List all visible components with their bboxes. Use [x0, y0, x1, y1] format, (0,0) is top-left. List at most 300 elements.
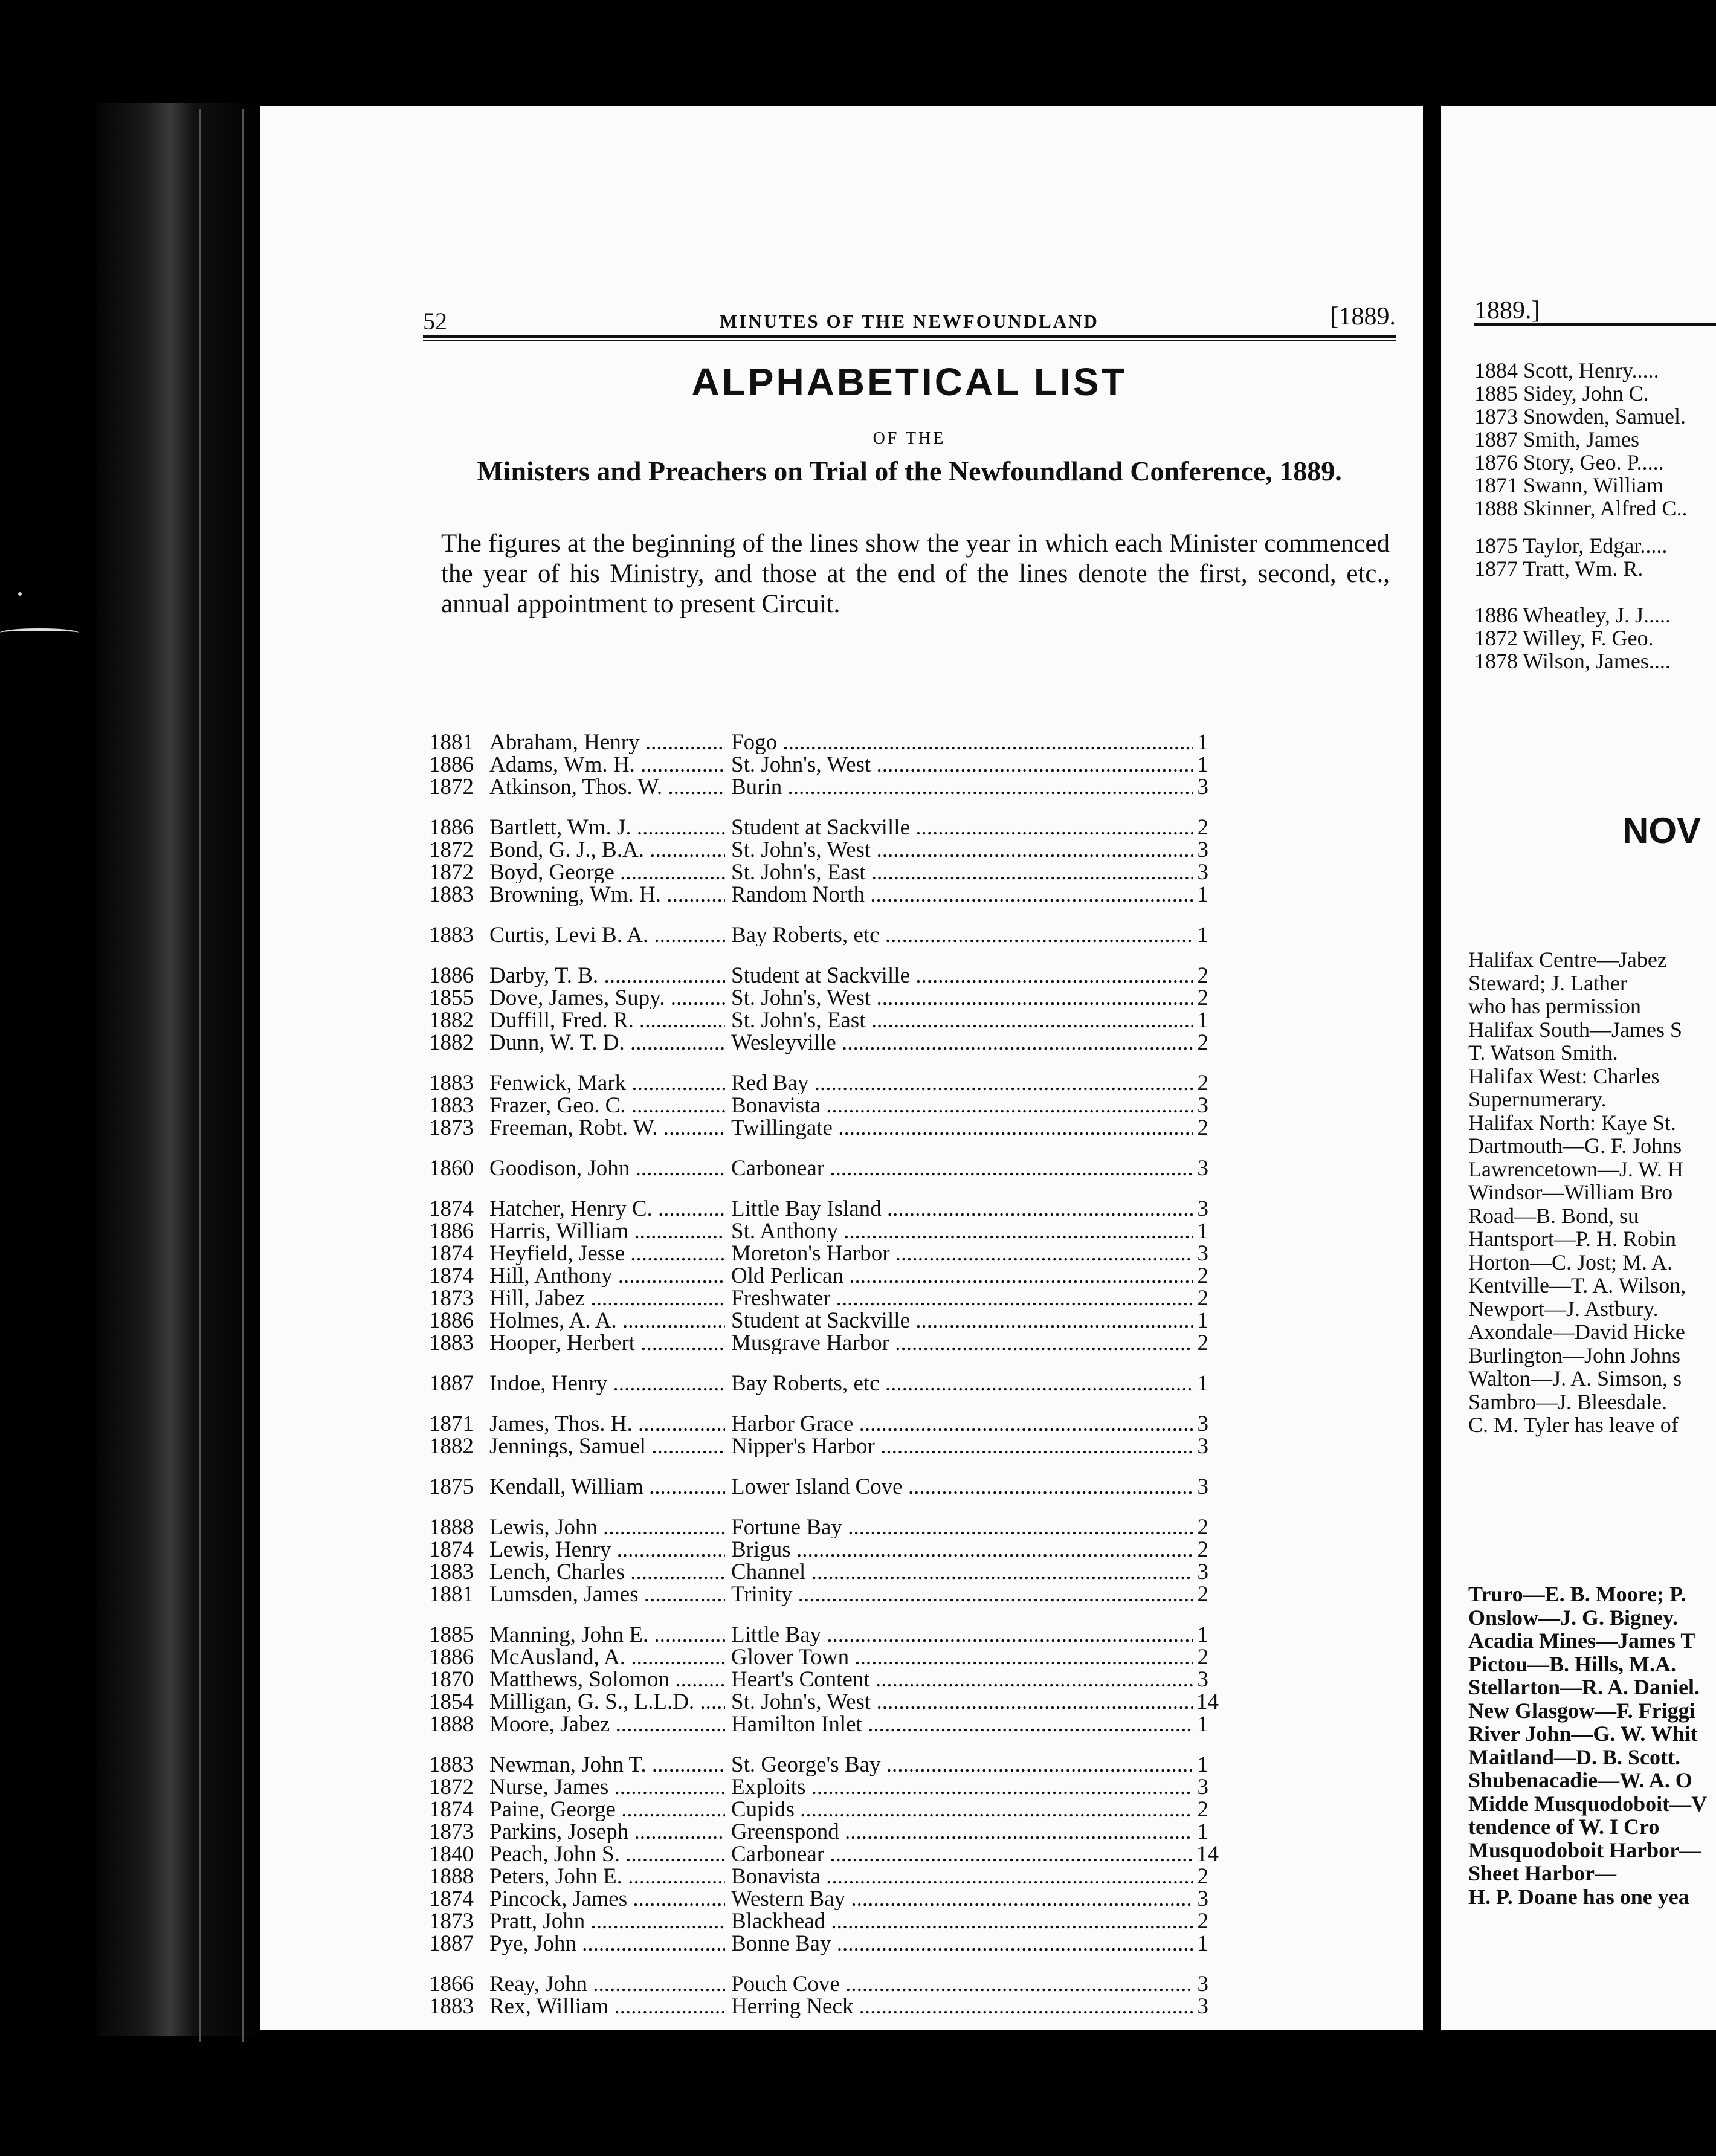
appointment-number: 2: [1197, 1515, 1208, 1540]
list-item: [429, 1888, 1402, 1910]
list-group: [429, 1476, 1402, 1498]
entry-year: 1886: [429, 752, 474, 777]
list-item: [429, 1561, 1402, 1583]
appointment-number: 3: [1197, 860, 1208, 885]
right-text-line: New Glasgow—F. Friggi: [1468, 1698, 1695, 1723]
entry-year: 1873: [429, 1286, 474, 1311]
minister-name: Adams, Wm. H. .....: [489, 754, 725, 776]
minister-name: Milligan, G. S., L.L.D. .....: [489, 1691, 725, 1713]
circuit-name: Brigus .....: [731, 1538, 1193, 1561]
list-item: [429, 1157, 1402, 1180]
list-item: [429, 1798, 1402, 1821]
entry-year: 1866: [429, 1972, 474, 1996]
appointment-number: 2: [1197, 1645, 1208, 1670]
list-item: [429, 1821, 1402, 1843]
appointment-number: 2: [1197, 963, 1208, 988]
entry-year: 1886: [429, 815, 474, 840]
page-edge-line: [199, 109, 201, 2042]
entry-year: 1855: [429, 986, 474, 1010]
appointment-number: 2: [1197, 1286, 1208, 1311]
minister-name: Lumsden, James .....: [489, 1583, 725, 1606]
right-text-line: Truro—E. B. Moore; P.: [1468, 1582, 1686, 1606]
entry-year: 1882: [429, 1030, 474, 1055]
right-list-item: 1885 Sidey, John C.: [1474, 381, 1649, 405]
list-item: [429, 883, 1402, 906]
minister-name: Fenwick, Mark .....: [489, 1072, 725, 1094]
minister-name: Browning, Wm. H. .....: [489, 883, 725, 906]
list-item: [429, 1117, 1402, 1139]
minister-name: Duffill, Fred. R. .....: [489, 1009, 725, 1031]
entry-year: 1874: [429, 1537, 474, 1562]
minister-name: Indoe, Henry .....: [489, 1372, 725, 1395]
right-list-item: 1876 Story, Geo. P.....: [1474, 450, 1664, 474]
minister-name: Lench, Charles .....: [489, 1561, 725, 1583]
list-item: [429, 1372, 1402, 1395]
list-item: [429, 1776, 1402, 1798]
circuit-name: Fortune Bay .....: [731, 1516, 1193, 1538]
entry-year: 1883: [429, 882, 474, 907]
right-text-line: Halifax North: Kaye St.: [1468, 1110, 1676, 1135]
entry-year: 1883: [429, 1071, 474, 1096]
right-text-line: Horton—C. Jost; M. A.: [1468, 1250, 1673, 1274]
circuit-name: Hamilton Inlet .....: [731, 1713, 1193, 1735]
appointment-number: 1: [1197, 1622, 1208, 1647]
right-text-line: Road—B. Bond, su: [1468, 1203, 1639, 1228]
circuit-name: Carbonear .....: [731, 1843, 1193, 1865]
list-item: [429, 1009, 1402, 1031]
list-group: [429, 1516, 1402, 1606]
list-item: [429, 731, 1402, 754]
entry-year: 1886: [429, 1308, 474, 1333]
appointment-number: 1: [1197, 1219, 1208, 1244]
list-group: [429, 1624, 1402, 1735]
appointment-number: 3: [1197, 1667, 1208, 1692]
appointment-number: 2: [1197, 1537, 1208, 1562]
right-text-line: T. Watson Smith.: [1468, 1041, 1618, 1065]
minister-name: Dove, James, Supy. .....: [489, 987, 725, 1009]
left-page: [260, 106, 1423, 2030]
circuit-name: Greenspond .....: [731, 1821, 1193, 1843]
entry-year: 1886: [429, 963, 474, 988]
circuit-name: Student at Sackville .....: [731, 964, 1193, 987]
list-item: [429, 861, 1402, 883]
entry-year: 1873: [429, 1819, 474, 1844]
list-item: [429, 839, 1402, 861]
circuit-name: St. Anthony .....: [731, 1220, 1193, 1242]
book-spine: [97, 103, 260, 2036]
appointment-number: 3: [1197, 1994, 1208, 2019]
circuit-name: Lower Island Cove .....: [731, 1476, 1193, 1498]
right-list-item: 1872 Willey, F. Geo.: [1474, 626, 1654, 650]
list-group: [429, 1372, 1402, 1395]
circuit-name: Bonavista .....: [731, 1865, 1193, 1888]
appointment-number: 1: [1197, 1931, 1208, 1956]
list-group: [429, 731, 1402, 798]
entry-year: 1874: [429, 1264, 474, 1288]
minister-name: Darby, T. B. .....: [489, 964, 725, 987]
right-list-item: 1888 Skinner, Alfred C..: [1474, 496, 1688, 520]
section-heading: Ministers and Preachers on Trial of the Newfoundland Conference, 1889.: [477, 456, 1342, 486]
list-item: [429, 1435, 1402, 1457]
running-title: MINUTES OF THE NEWFOUNDLAND: [720, 311, 1099, 332]
circuit-name: Carbonear .....: [731, 1157, 1193, 1180]
entry-year: 1840: [429, 1842, 474, 1867]
entry-year: 1886: [429, 1645, 474, 1670]
circuit-name: Random North .....: [731, 883, 1193, 906]
list-item: [429, 1538, 1402, 1561]
intro-paragraph: The figures at the beginning of the lines show the year in which each Minister commenced the year of his Ministry, and those at the end of the lines denote the first, second, etc., annual appointment to present Circuit.: [441, 529, 1390, 618]
circuit-name: Trinity .....: [731, 1583, 1193, 1606]
entry-year: 1871: [429, 1412, 474, 1436]
list-item: [429, 964, 1402, 987]
list-item: [429, 776, 1402, 798]
right-running-year: 1889.]: [1474, 297, 1540, 324]
entry-year: 1872: [429, 775, 474, 799]
list-item: [429, 1583, 1402, 1606]
appointment-number: 3: [1197, 1560, 1208, 1584]
list-item: [429, 1220, 1402, 1242]
minister-name: Holmes, A. A. .....: [489, 1309, 725, 1332]
circuit-name: Little Bay .....: [731, 1624, 1193, 1646]
circuit-name: Western Bay .....: [731, 1888, 1193, 1910]
minister-name: Dunn, W. T. D. .....: [489, 1031, 725, 1054]
list-item: [429, 1031, 1402, 1054]
appointment-number: 1: [1197, 1752, 1208, 1777]
list-item: [429, 987, 1402, 1009]
list-group: [429, 1754, 1402, 1955]
list-item: [429, 1309, 1402, 1332]
entry-year: 1860: [429, 1156, 474, 1181]
minister-name: Parkins, Joseph .....: [489, 1821, 725, 1843]
list-item: [429, 1198, 1402, 1220]
entry-year: 1883: [429, 1331, 474, 1355]
appointment-number: 3: [1197, 1241, 1208, 1266]
appointment-number: 1: [1197, 1819, 1208, 1844]
right-text-line: Kentville—T. A. Wilson,: [1468, 1273, 1686, 1297]
appointment-number: 2: [1197, 986, 1208, 1010]
minister-name: Reay, John .....: [489, 1973, 725, 1995]
minister-name: Nurse, James .....: [489, 1776, 725, 1798]
right-text-line: Maitland—D. B. Scott.: [1468, 1744, 1680, 1769]
circuit-name: Fogo .....: [731, 731, 1193, 754]
appointment-number: 3: [1197, 1434, 1208, 1459]
circuit-name: Blackhead .....: [731, 1910, 1193, 1932]
entry-year: 1873: [429, 1115, 474, 1140]
circuit-name: Bay Roberts, etc .....: [731, 924, 1193, 946]
minister-name: Manning, John E. .....: [489, 1624, 725, 1646]
list-item: [429, 1932, 1402, 1955]
circuit-name: Burin .....: [731, 776, 1193, 798]
minister-name: Boyd, George .....: [489, 861, 725, 883]
entry-year: 1874: [429, 1196, 474, 1221]
list-item: [429, 1072, 1402, 1094]
list-item: [429, 1332, 1402, 1354]
entry-year: 1887: [429, 1371, 474, 1396]
minister-name: Kendall, William .....: [489, 1476, 725, 1498]
list-item: [429, 1413, 1402, 1435]
minister-name: Pratt, John .....: [489, 1910, 725, 1932]
appointment-number: 2: [1197, 1582, 1208, 1607]
circuit-name: St. George's Bay .....: [731, 1754, 1193, 1776]
entry-year: 1888: [429, 1515, 474, 1540]
appointment-number: 2: [1197, 1071, 1208, 1096]
appointment-number: 1: [1197, 752, 1208, 777]
page-subtitle: OF THE: [873, 429, 946, 448]
circuit-name: Little Bay Island .....: [731, 1198, 1193, 1220]
appointment-number: 2: [1197, 1909, 1208, 1934]
page-number: 52: [423, 308, 447, 335]
right-text-line: Sambro—J. Bleesdale.: [1468, 1389, 1667, 1414]
circuit-name: Bonavista .....: [731, 1094, 1193, 1117]
edge-glare: [0, 628, 79, 637]
minister-name: Jennings, Samuel .....: [489, 1435, 725, 1457]
minister-name: McAusland, A. .....: [489, 1646, 725, 1668]
appointment-number: 3: [1197, 1196, 1208, 1221]
circuit-name: Musgrave Harbor .....: [731, 1332, 1193, 1354]
circuit-name: Twillingate .....: [731, 1117, 1193, 1139]
right-list-item: 1871 Swann, William: [1474, 473, 1663, 497]
minister-name: Lewis, John .....: [489, 1516, 725, 1538]
list-item: [429, 1691, 1402, 1713]
entry-year: 1870: [429, 1667, 474, 1692]
right-text-line: Hantsport—P. H. Robin: [1468, 1227, 1677, 1251]
list-group: [429, 1198, 1402, 1354]
minister-name: Matthews, Solomon .....: [489, 1668, 725, 1691]
minister-name: Curtis, Levi B. A. .....: [489, 924, 725, 946]
list-item: [429, 1865, 1402, 1888]
right-list-item: 1875 Taylor, Edgar.....: [1474, 534, 1668, 558]
entry-year: 1874: [429, 1886, 474, 1911]
right-list-item: 1877 Tratt, Wm. R.: [1474, 557, 1643, 581]
appointment-number: 2: [1197, 1797, 1208, 1822]
list-item: [429, 1973, 1402, 1995]
appointment-number: 3: [1197, 1474, 1208, 1499]
list-item: [429, 1668, 1402, 1691]
right-text-line: Lawrencetown—J. W. H: [1468, 1157, 1683, 1181]
list-item: [429, 1843, 1402, 1865]
appointment-number: 1: [1197, 1008, 1208, 1033]
list-group: [429, 1072, 1402, 1139]
list-item: [429, 1754, 1402, 1776]
right-text-line: Steward; J. Lather: [1468, 970, 1627, 995]
list-group: [429, 1413, 1402, 1457]
minister-name: Bartlett, Wm. J. .....: [489, 816, 725, 839]
right-text-line: Halifax Centre—Jabez: [1468, 947, 1667, 972]
minister-name: Bond, G. J., B.A. .....: [489, 839, 725, 861]
right-text-line: Halifax West: Charles: [1468, 1063, 1660, 1088]
entry-year: 1872: [429, 860, 474, 885]
right-heading: NOV: [1622, 810, 1701, 851]
minister-name: Freeman, Robt. W. .....: [489, 1117, 725, 1139]
minister-name: Harris, William .....: [489, 1220, 725, 1242]
right-list-item: 1884 Scott, Henry.....: [1474, 358, 1659, 382]
circuit-name: Old Perlican .....: [731, 1265, 1193, 1287]
appointment-number: 2: [1197, 1331, 1208, 1355]
list-group: [429, 1157, 1402, 1180]
circuit-name: St. John's, East .....: [731, 1009, 1193, 1031]
entry-year: 1883: [429, 1994, 474, 2019]
list-item: [429, 924, 1402, 946]
minister-name: Moore, Jabez .....: [489, 1713, 725, 1735]
appointment-number: 2: [1197, 1264, 1208, 1288]
list-item: [429, 1995, 1402, 2018]
list-item: [429, 754, 1402, 776]
entry-year: 1874: [429, 1797, 474, 1822]
appointment-number: 2: [1197, 1030, 1208, 1055]
right-list-item: 1886 Wheatley, J. J.....: [1474, 603, 1671, 627]
appointment-number: 14: [1196, 1690, 1219, 1714]
entry-year: 1888: [429, 1864, 474, 1889]
circuit-name: Student at Sackville .....: [731, 816, 1193, 839]
minister-name: Hatcher, Henry C. .....: [489, 1198, 725, 1220]
appointment-number: 3: [1197, 1412, 1208, 1436]
minister-name: Frazer, Geo. C. .....: [489, 1094, 725, 1117]
entry-year: 1883: [429, 1560, 474, 1584]
circuit-name: Student at Sackville .....: [731, 1309, 1193, 1332]
entry-year: 1881: [429, 1582, 474, 1607]
right-text-line: who has permission: [1468, 994, 1641, 1018]
entry-year: 1872: [429, 1775, 474, 1799]
minister-name: Peters, John E. .....: [489, 1865, 725, 1888]
right-header-rule: [1474, 323, 1716, 326]
list-item: [429, 1646, 1402, 1668]
appointment-number: 1: [1197, 1712, 1208, 1737]
right-text-line: Walton—J. A. Simson, s: [1468, 1366, 1682, 1390]
minister-name: Hill, Anthony .....: [489, 1265, 725, 1287]
right-text-line: Stellarton—R. A. Daniel.: [1468, 1675, 1700, 1699]
circuit-name: St. John's, West .....: [731, 754, 1193, 776]
entry-year: 1874: [429, 1241, 474, 1266]
circuit-name: Red Bay .....: [731, 1072, 1193, 1094]
right-list-item: 1873 Snowden, Samuel.: [1474, 404, 1686, 428]
minister-name: Lewis, Henry .....: [489, 1538, 725, 1561]
list-item: [429, 1094, 1402, 1117]
circuit-name: Channel .....: [731, 1561, 1193, 1583]
minister-name: Hooper, Herbert .....: [489, 1332, 725, 1354]
minister-name: James, Thos. H. .....: [489, 1413, 725, 1435]
appointment-number: 3: [1197, 1775, 1208, 1799]
appointment-number: 2: [1197, 1115, 1208, 1140]
minister-name: Pincock, James .....: [489, 1888, 725, 1910]
right-text-line: Shubenacadie—W. A. O: [1468, 1768, 1692, 1792]
right-text-line: Dartmouth—G. F. Johns: [1468, 1134, 1682, 1158]
entry-year: 1883: [429, 1093, 474, 1118]
circuit-name: Pouch Cove .....: [731, 1973, 1193, 1995]
entry-year: 1883: [429, 1752, 474, 1777]
circuit-name: Herring Neck .....: [731, 1995, 1193, 2018]
circuit-name: Glover Town .....: [731, 1646, 1193, 1668]
list-group: [429, 816, 1402, 906]
entry-year: 1885: [429, 1622, 474, 1647]
right-text-line: Midde Musquodoboit—V: [1468, 1791, 1708, 1816]
list-item: [429, 1713, 1402, 1735]
entry-year: 1873: [429, 1909, 474, 1934]
appointment-number: 3: [1197, 1156, 1208, 1181]
minister-name: Pye, John .....: [489, 1932, 725, 1955]
right-text-line: Burlington—John Johns: [1468, 1343, 1681, 1367]
right-text-line: Musquodoboit Harbor—: [1468, 1838, 1701, 1862]
entry-year: 1854: [429, 1690, 474, 1714]
right-text-line: Windsor—William Bro: [1468, 1180, 1673, 1204]
minister-name: Heyfield, Jesse .....: [489, 1242, 725, 1265]
entry-year: 1881: [429, 730, 474, 755]
right-list-item: 1887 Smith, James: [1474, 427, 1640, 451]
appointment-number: 3: [1197, 838, 1208, 862]
right-text-line: Pictou—B. Hills, M.A.: [1468, 1651, 1676, 1676]
header-rule: [423, 335, 1396, 338]
minister-name: Abraham, Henry .....: [489, 731, 725, 754]
circuit-name: Bay Roberts, etc .....: [731, 1372, 1193, 1395]
appointment-number: 2: [1197, 1864, 1208, 1889]
circuit-name: Exploits .....: [731, 1776, 1193, 1798]
appointment-number: 3: [1197, 1886, 1208, 1911]
circuit-name: Bonne Bay .....: [731, 1932, 1193, 1955]
right-text-line: Newport—J. Astbury.: [1468, 1296, 1659, 1321]
list-group: [429, 924, 1402, 946]
appointment-number: 1: [1197, 730, 1208, 755]
minister-name: Hill, Jabez .....: [489, 1287, 725, 1309]
appointment-number: 1: [1197, 923, 1208, 947]
list-item: [429, 1242, 1402, 1265]
entry-year: 1886: [429, 1219, 474, 1244]
appointment-number: 1: [1197, 882, 1208, 907]
appointment-number: 2: [1197, 815, 1208, 840]
circuit-name: St. John's, West .....: [731, 1691, 1193, 1713]
right-text-line: C. M. Tyler has leave of: [1468, 1413, 1679, 1437]
ministers-list: [429, 731, 1402, 2036]
appointment-number: 3: [1197, 1972, 1208, 1996]
appointment-number: 14: [1196, 1842, 1219, 1867]
running-head: [423, 302, 1396, 335]
right-text-line: tendence of W. I Cro: [1468, 1815, 1660, 1839]
header-rule-thin: [423, 340, 1396, 341]
entry-year: 1875: [429, 1474, 474, 1499]
circuit-name: Heart's Content .....: [731, 1668, 1193, 1691]
circuit-name: Cupids .....: [731, 1798, 1193, 1821]
circuit-name: Nipper's Harbor .....: [731, 1435, 1193, 1457]
list-item: [429, 1476, 1402, 1498]
entry-year: 1887: [429, 1931, 474, 1956]
right-list-item: 1878 Wilson, James....: [1474, 649, 1671, 673]
right-text-line: Supernumerary.: [1468, 1087, 1607, 1111]
circuit-name: Moreton's Harbor .....: [731, 1242, 1193, 1265]
appointment-number: 3: [1197, 1093, 1208, 1118]
list-item: [429, 1624, 1402, 1646]
list-item: [429, 1287, 1402, 1309]
list-item: [429, 816, 1402, 839]
entry-year: 1883: [429, 923, 474, 947]
list-item: [429, 1265, 1402, 1287]
list-item: [429, 1910, 1402, 1932]
entry-year: 1882: [429, 1008, 474, 1033]
right-text-line: Sheet Harbor—: [1468, 1861, 1616, 1885]
list-group: [429, 1973, 1402, 2018]
circuit-name: St. John's, West .....: [731, 987, 1193, 1009]
appointment-number: 1: [1197, 1308, 1208, 1333]
running-year: [1889.: [1330, 303, 1396, 331]
right-text-line: Onslow—J. G. Bigney.: [1468, 1605, 1679, 1630]
circuit-name: Freshwater .....: [731, 1287, 1193, 1309]
right-text-line: Axondale—David Hicke: [1468, 1320, 1685, 1344]
right-text-line: Halifax South—James S: [1468, 1017, 1682, 1042]
minister-name: Atkinson, Thos. W. .....: [489, 776, 725, 798]
entry-year: 1882: [429, 1434, 474, 1459]
minister-name: Newman, John T. .....: [489, 1754, 725, 1776]
appointment-number: 3: [1197, 775, 1208, 799]
page-title: ALPHABETICAL LIST: [691, 360, 1127, 404]
right-text-line: Acadia Mines—James T: [1468, 1628, 1695, 1653]
minister-name: Peach, John S. .....: [489, 1843, 725, 1865]
